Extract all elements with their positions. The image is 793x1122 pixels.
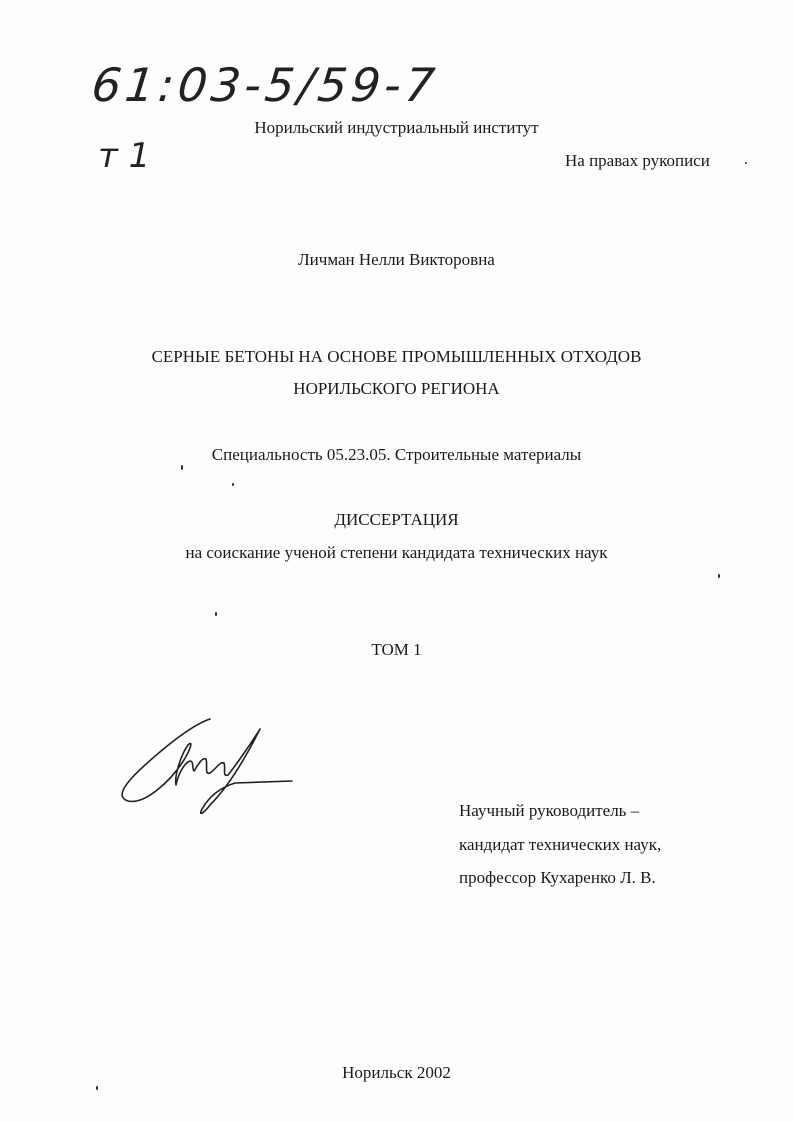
scan-speck: [718, 574, 720, 578]
supervisor-line-1: Научный руководитель –: [459, 801, 640, 820]
signature: [110, 705, 310, 825]
rights-note: На правах рукописи: [565, 151, 710, 170]
degree-line: на соискание ученой степени кандидата технических наук: [185, 543, 608, 562]
supervisor-line-3: профессор Кухаренко Л. В.: [459, 868, 656, 887]
author-name: Личман Нелли Викторовна: [298, 250, 495, 269]
scan-speck: [745, 162, 747, 164]
handwritten-volume-mark: т 1: [98, 136, 151, 176]
institution-name: Норильский индустриальный институт: [254, 118, 539, 137]
handwritten-archive-code: 61:03-5/59-7: [89, 58, 442, 112]
document-type: ДИССЕРТАЦИЯ: [334, 510, 459, 529]
dissertation-title-line-2: НОРИЛЬСКОГО РЕГИОНА: [293, 379, 500, 398]
scan-speck: [96, 1086, 98, 1090]
supervisor-line-2: кандидат технических наук,: [459, 835, 662, 854]
scan-speck: [181, 465, 183, 470]
dissertation-title-line-1: СЕРНЫЕ БЕТОНЫ НА ОСНОВЕ ПРОМЫШЛЕННЫХ ОТХОДОВ: [151, 347, 642, 366]
city-and-year: Норильск 2002: [342, 1063, 451, 1082]
specialty-line: Специальность 05.23.05. Строительные материалы: [211, 445, 582, 464]
volume-label: ТОМ 1: [371, 640, 422, 659]
scan-speck: [215, 612, 217, 616]
scan-speck: [232, 483, 234, 486]
